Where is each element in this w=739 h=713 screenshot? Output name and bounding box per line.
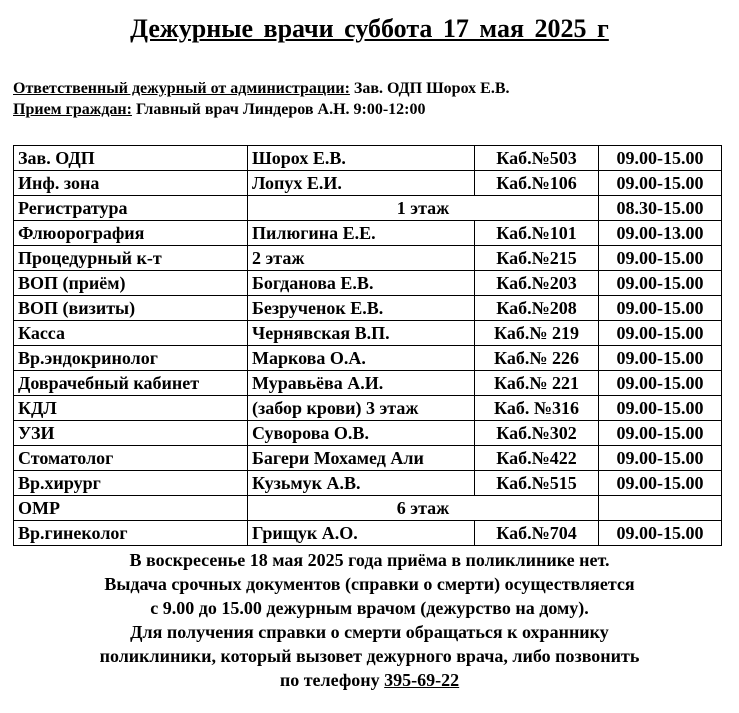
table-row <box>14 371 722 396</box>
time-cell: 09.00-15.00 <box>599 521 722 546</box>
table-row <box>14 171 722 196</box>
note-line: Для получения справки о смерти обращаться к охраннику <box>130 622 609 642</box>
time-cell: 09.00-15.00 <box>599 421 722 446</box>
room-cell: Каб.№ 221 <box>475 371 599 396</box>
note-line: В воскресенье 18 мая 2025 года приёма в поликлинике нет. <box>129 550 610 570</box>
room-cell: Каб. №316 <box>475 396 599 421</box>
time-cell: 08.30-15.00 <box>599 196 722 221</box>
doctor-cell: Богданова Е.В. <box>248 271 475 296</box>
notes-block <box>0 548 739 692</box>
table-row <box>14 271 722 296</box>
note-line: с 9.00 до 15.00 дежурным врачом (дежурство на дому). <box>150 598 589 618</box>
table-row <box>14 321 722 346</box>
room-cell: Каб.№ 226 <box>475 346 599 371</box>
time-cell: 09.00-15.00 <box>599 346 722 371</box>
floor-cell: 1 этаж <box>248 196 599 221</box>
phone-number: 395-69-22 <box>384 670 460 690</box>
department-cell: Вр.хирург <box>14 471 248 496</box>
doctor-cell: Лопух Е.И. <box>248 171 475 196</box>
time-cell <box>599 496 722 521</box>
department-cell: ВОП (приём) <box>14 271 248 296</box>
note-line: поликлиники, который вызовет дежурного врача, либо позвонить <box>99 646 640 666</box>
note-line-phone <box>0 668 739 692</box>
department-cell: Стоматолог <box>14 446 248 471</box>
room-cell: Каб.№422 <box>475 446 599 471</box>
table-row <box>14 521 722 546</box>
room-cell: Каб.№302 <box>475 421 599 446</box>
room-cell: Каб.№101 <box>475 221 599 246</box>
phone-prefix: по телефону <box>279 670 385 690</box>
doctor-cell: Кузьмук А.В. <box>248 471 475 496</box>
room-cell: Каб.№208 <box>475 296 599 321</box>
table-row <box>14 446 722 471</box>
floor-cell: 6 этаж <box>248 496 599 521</box>
doctor-cell: 2 этаж <box>248 246 475 271</box>
department-cell: Флюорография <box>14 221 248 246</box>
responsible-value: Зав. ОДП Шорох Е.В. <box>349 80 510 97</box>
time-cell: 09.00-15.00 <box>599 396 722 421</box>
room-cell: Каб.№203 <box>475 271 599 296</box>
time-cell: 09.00-15.00 <box>599 371 722 396</box>
doctor-cell: Чернявская В.П. <box>248 321 475 346</box>
room-cell: Каб.№515 <box>475 471 599 496</box>
table-row <box>14 196 722 221</box>
room-cell: Каб.№503 <box>475 146 599 171</box>
time-cell: 09.00-15.00 <box>599 146 722 171</box>
department-cell: Касса <box>14 321 248 346</box>
schedule-table-body <box>14 146 722 546</box>
table-row <box>14 146 722 171</box>
table-row <box>14 421 722 446</box>
responsible-label: Ответственный дежурный от администрации: <box>13 80 350 97</box>
room-cell: Каб.№215 <box>475 246 599 271</box>
reception-value: Главный врач Линдеров А.Н. 9:00-12:00 <box>131 101 426 118</box>
time-cell: 09.00-15.00 <box>599 271 722 296</box>
time-cell: 09.00-15.00 <box>599 471 722 496</box>
doctor-cell: Багери Мохамед Али <box>248 446 475 471</box>
table-row <box>14 221 722 246</box>
doctor-cell: Пилюгина Е.Е. <box>248 221 475 246</box>
department-cell: ОМР <box>14 496 248 521</box>
doctor-cell: (забор крови) 3 этаж <box>248 396 475 421</box>
department-cell: ВОП (визиты) <box>14 296 248 321</box>
time-cell: 09.00-15.00 <box>599 446 722 471</box>
page-title: Дежурные врачи суббота 17 мая 2025 г <box>130 14 609 43</box>
doctor-cell: Муравьёва А.И. <box>248 371 475 396</box>
table-row <box>14 246 722 271</box>
department-cell: Зав. ОДП <box>14 146 248 171</box>
table-row <box>14 496 722 521</box>
table-row <box>14 396 722 421</box>
department-cell: КДЛ <box>14 396 248 421</box>
schedule-table <box>13 145 722 546</box>
table-row <box>14 346 722 371</box>
room-cell: Каб.№704 <box>475 521 599 546</box>
table-row <box>14 296 722 321</box>
department-cell: Инф. зона <box>14 171 248 196</box>
doctor-cell: Безрученок Е.В. <box>248 296 475 321</box>
department-cell: Доврачебный кабинет <box>14 371 248 396</box>
time-cell: 09.00-15.00 <box>599 246 722 271</box>
doctor-cell: Маркова О.А. <box>248 346 475 371</box>
time-cell: 09.00-15.00 <box>599 171 722 196</box>
department-cell: Вр.эндокринолог <box>14 346 248 371</box>
time-cell: 09.00-15.00 <box>599 296 722 321</box>
room-cell: Каб.№106 <box>475 171 599 196</box>
reception-line <box>13 101 426 119</box>
table-row <box>14 471 722 496</box>
reception-label: Прием граждан: <box>13 101 132 118</box>
doctor-cell: Грищук А.О. <box>248 521 475 546</box>
department-cell: УЗИ <box>14 421 248 446</box>
doctor-cell: Шорох Е.В. <box>248 146 475 171</box>
department-cell: Регистратура <box>14 196 248 221</box>
doctor-cell: Суворова О.В. <box>248 421 475 446</box>
note-line: Выдача срочных документов (справки о смерти) осуществляется <box>104 574 635 594</box>
responsible-line <box>13 80 510 98</box>
department-cell: Процедурный к-т <box>14 246 248 271</box>
time-cell: 09.00-15.00 <box>599 321 722 346</box>
time-cell: 09.00-13.00 <box>599 221 722 246</box>
room-cell: Каб.№ 219 <box>475 321 599 346</box>
department-cell: Вр.гинеколог <box>14 521 248 546</box>
